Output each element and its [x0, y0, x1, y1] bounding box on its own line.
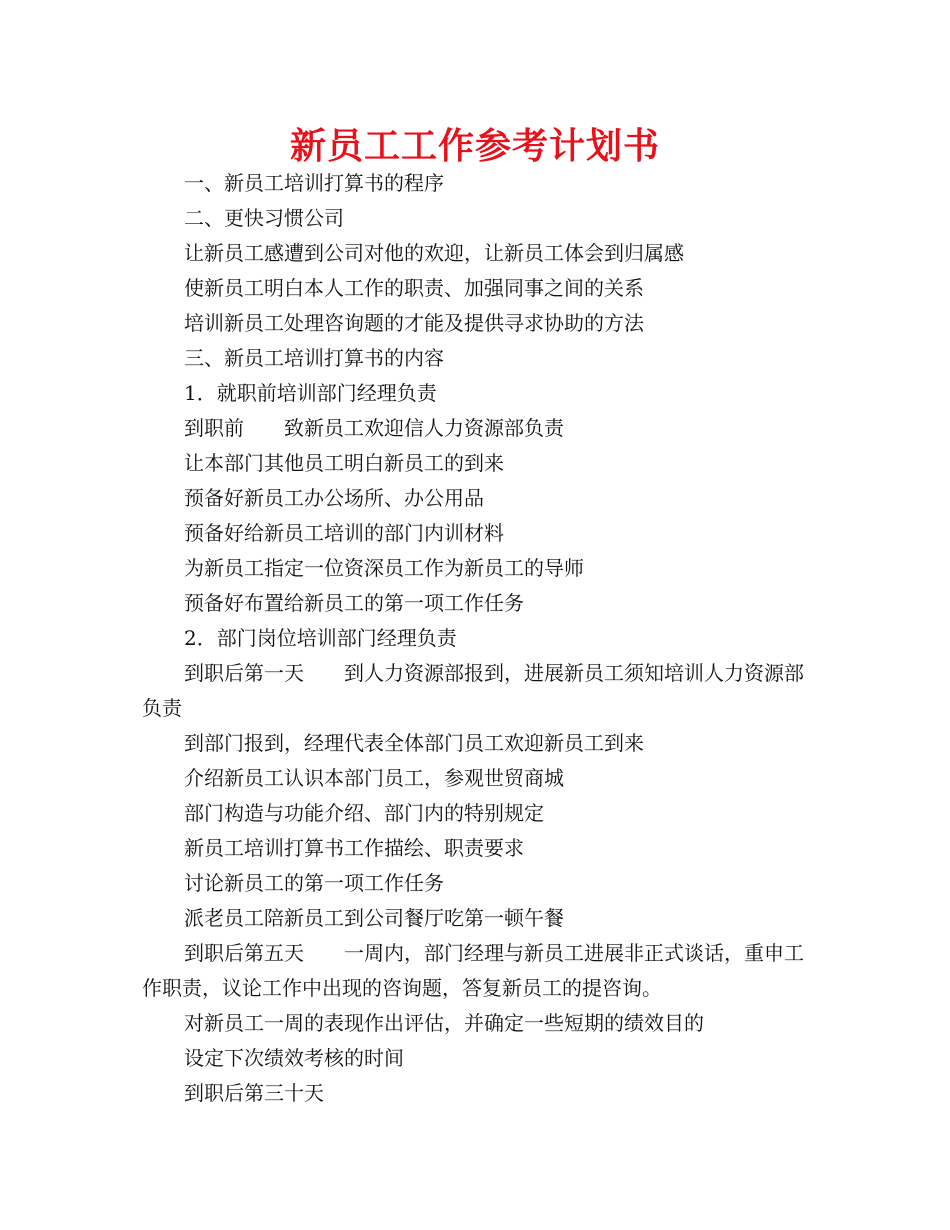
- paragraph: 让新员工感遭到公司对他的欢迎，让新员工体会到归属感: [184, 241, 684, 265]
- document-body: [142, 166, 822, 1111]
- paragraph: 到部门报到，经理代表全体部门员工欢迎新员工到来: [184, 731, 644, 755]
- paragraph: 培训新员工处理咨询题的才能及提供寻求协助的方法: [184, 311, 644, 335]
- paragraph: 到职后第三十天: [184, 1081, 324, 1105]
- paragraph: 派老员工陪新员工到公司餐厅吃第一顿午餐: [184, 906, 564, 930]
- paragraph: 讨论新员工的第一项工作任务: [184, 871, 444, 895]
- paragraph: 到职前 致新员工欢迎信人力资源部负责: [184, 416, 564, 440]
- paragraph: 使新员工明白本人工作的职责、加强同事之间的关系: [184, 276, 644, 300]
- paragraph: 让本部门其他员工明白新员工的到来: [184, 451, 504, 475]
- paragraph: 1．就职前培训部门经理负责: [184, 381, 437, 405]
- paragraph: 介绍新员工认识本部门员工，参观世贸商城: [184, 766, 564, 790]
- paragraph: 新员工培训打算书工作描绘、职责要求: [184, 836, 524, 860]
- paragraph: 到职后第五天 一周内，部门经理与新员工进展非正式谈话，重申工作职责，议论工作中出现的咨询题，答复新员工的提咨询。: [142, 941, 804, 1000]
- paragraph: 到职后第一天 到人力资源部报到，进展新员工须知培训人力资源部负责: [142, 661, 804, 720]
- paragraph: 2．部门岗位培训部门经理负责: [184, 626, 457, 650]
- paragraph: 预备好新员工办公场所、办公用品: [184, 486, 484, 510]
- paragraph: 三、新员工培训打算书的内容: [184, 346, 444, 370]
- paragraph: 部门构造与功能介绍、部门内的特别规定: [184, 801, 544, 825]
- paragraph: 设定下次绩效考核的时间: [184, 1046, 404, 1070]
- paragraph: 一、新员工培训打算书的程序: [184, 171, 444, 195]
- paragraph: 对新员工一周的表现作出评估，并确定一些短期的绩效目的: [184, 1011, 704, 1035]
- paragraph: 二、更快习惯公司: [184, 206, 344, 230]
- paragraph: 为新员工指定一位资深员工作为新员工的导师: [184, 556, 584, 580]
- paragraph: 预备好给新员工培训的部门内训材料: [184, 521, 504, 545]
- paragraph: 预备好布置给新员工的第一项工作任务: [184, 591, 524, 615]
- document-title: 新员工工作参考计划书: [289, 126, 660, 167]
